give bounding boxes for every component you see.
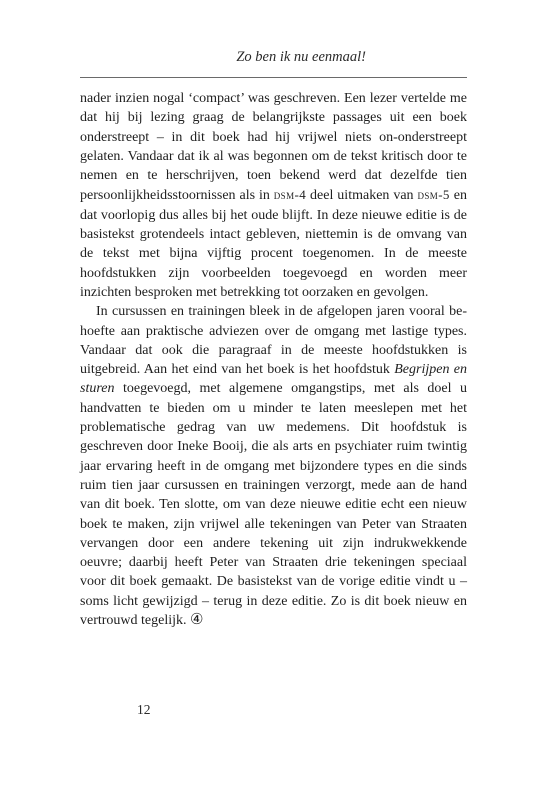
- header-rule: [80, 77, 467, 78]
- paragraph-2-text-a: In cursussen en trainingen bleek in de afgelopen jaren vooral behoefte aan praktische adviezen over de omgang met lastige types. Vandaar dat ook die paragraaf in de meeste hoofdstukken is uitgebreid. Aan het eind van het boek is het hoofdstuk: [80, 304, 467, 378]
- paragraph-1-text-a: nader inzien nogal ‘compact’ was geschreven. Een lezer vertelde me dat hij bij lezing graag de belangrijkste passages uit een boek onderstreept – in dit boek had hij vrijwel niets on-onderstreept gelaten. Vandaar dat ik al was begonnen om de tekst kritisch door te nemen en te herschrijven, toen bekend werd dat dezelfde tien persoonlijkheidsstoornissen als in: [80, 91, 467, 204]
- chapter-title-reference: Begrijpen en sturen: [80, 362, 467, 397]
- paragraph-1: [80, 89, 467, 302]
- paragraph-2: [80, 302, 467, 630]
- body-text: [80, 89, 467, 630]
- paragraph-1-text-c: en dat voorlopig dus alles bij het oude blijft. In deze nieuwe editie is de basistekst grotendeels intact gebleven, niettemin is de omvang van de tekst met bijna vijftig procent toegenomen. In de meeste hoofdstukken zijn voorbeelden toegevoegd en worden meer inzichten besproken met betrekking tot oorzaken en gevolgen.: [80, 188, 467, 300]
- paragraph-1-text-b: deel uitmaken van: [306, 188, 418, 204]
- paragraph-2-text-b: toegevoegd, met algemene omgangstips, met als doel u handvatten te bieden om u minder te laten meeslepen met het problematische gedrag van uw medemens. Dit hoofdstuk is geschreven door Ineke Booij, die als arts en psychiater ruim twintig jaar ervaring heeft in de omgang met bijzondere types en die sinds ruim tien jaar cursussen en trainingen verzorgt, mede aan de hand van dit boek. Ten slotte, om van deze nieuwe editie echt een nieuw boek te maken, zijn vrijwel alle tekeningen van Peter van Straaten vervangen door een andere tekening uit zijn indrukwekkende oeuvre; daarbij heeft Peter van Straaten drie tekeningen speciaal voor dit boek gemaakt. De basistekst van de vorige editie vindt u – soms licht gewijzigd – terug in deze editie. Zo is dit boek nieuw en vertrouwd tegelijk.: [80, 381, 467, 629]
- dsm-4-abbreviation: dsm-4: [273, 187, 307, 203]
- page-number: 12: [137, 702, 151, 717]
- circled-four-marker: ④: [190, 612, 204, 629]
- dsm-5-abbreviation: dsm-5: [417, 187, 450, 203]
- running-header: Zo ben ik nu eenmaal!: [236, 49, 366, 65]
